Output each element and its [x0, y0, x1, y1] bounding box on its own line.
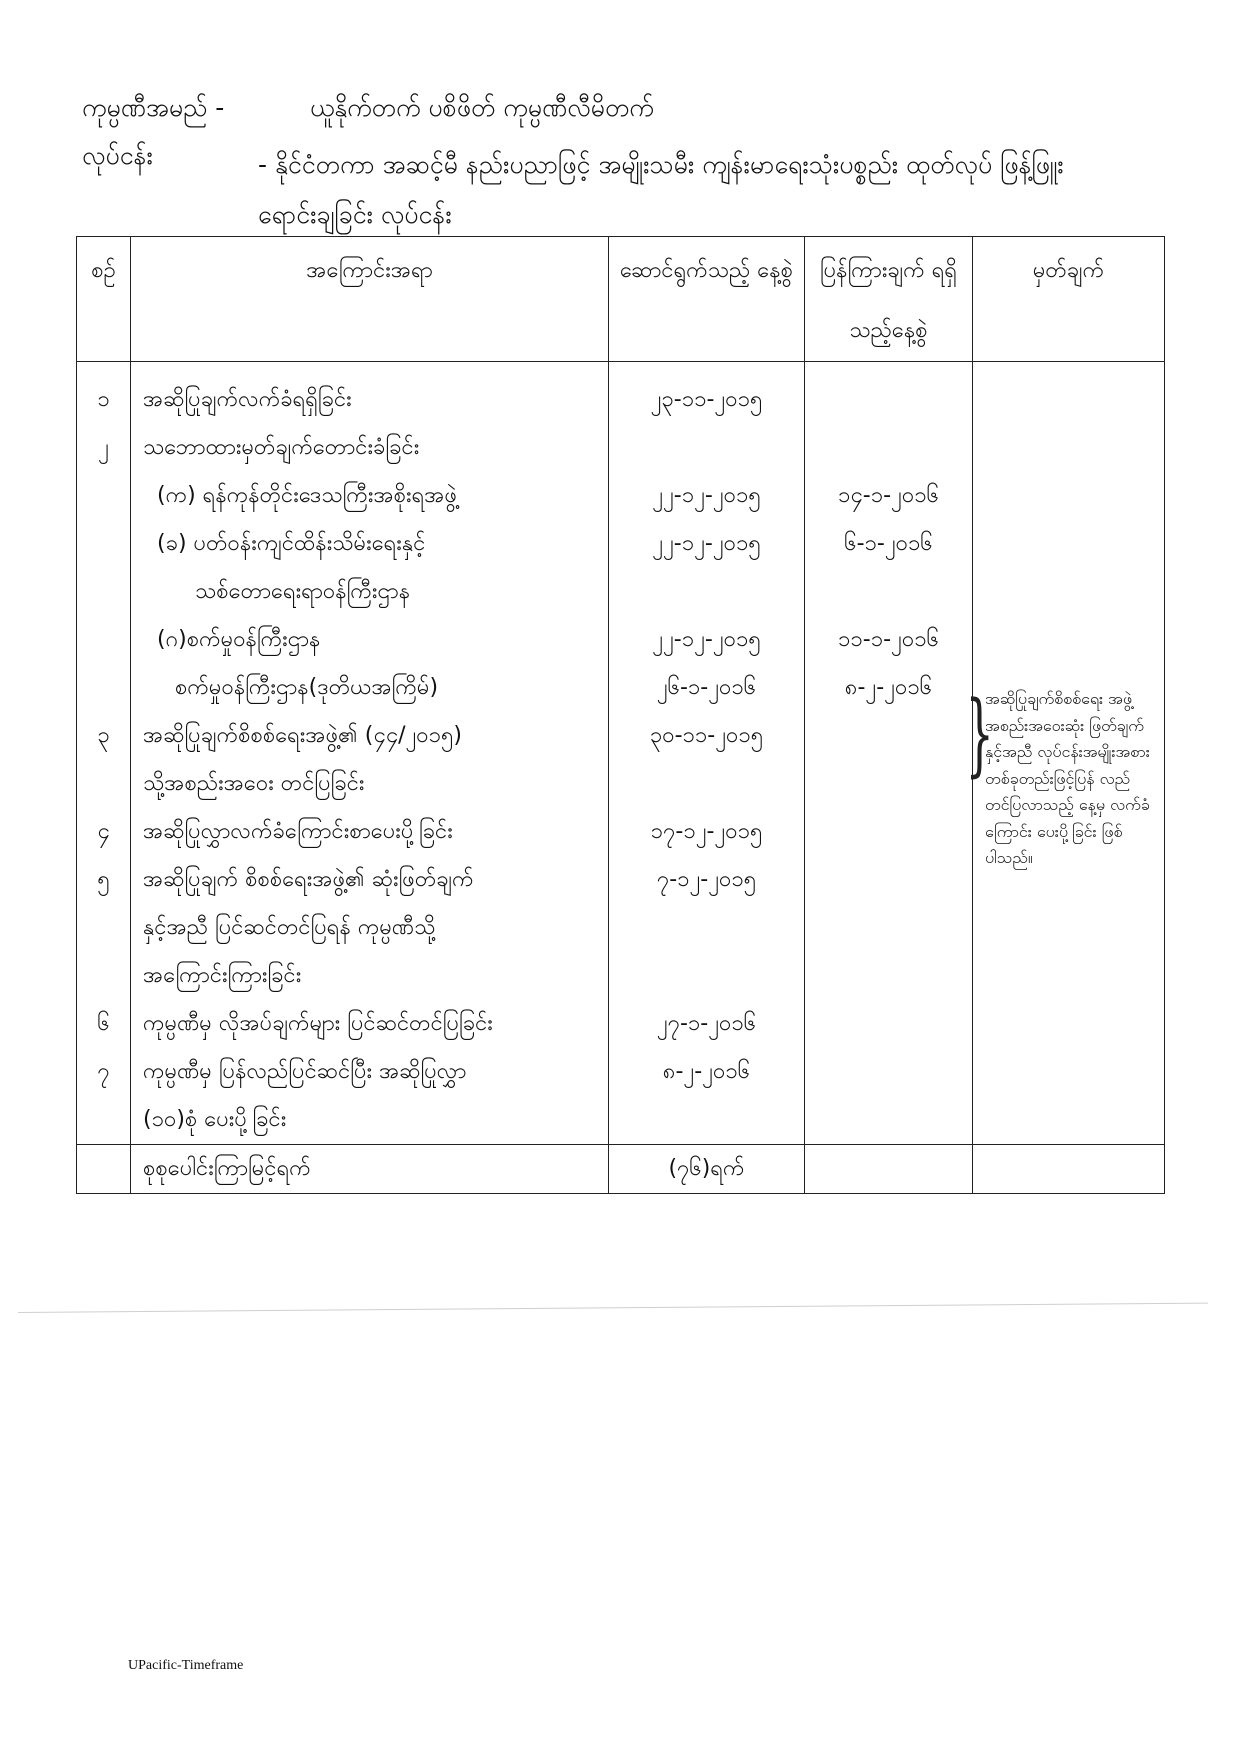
row-no: ၇	[77, 1048, 131, 1096]
row-no	[77, 952, 131, 1000]
row-returned	[805, 856, 973, 904]
row-submitted: ၁၇-၁၂-၂၀၁၅	[609, 808, 805, 856]
row-submitted: ၂၇-၁-၂၀၁၆	[609, 1000, 805, 1048]
row-topic: အဆိုပြုချက်စိစစ်ရေးအဖွဲ့၏ (၄၄/၂၀၁၅)	[131, 712, 609, 760]
row-returned	[805, 1096, 973, 1145]
row-returned	[805, 424, 973, 472]
total-row	[77, 1145, 1165, 1194]
row-no	[77, 568, 131, 616]
row-no: ၅	[77, 856, 131, 904]
row-topic: နှင့်အညီ ပြင်ဆင်တင်ပြရန် ကုမ္ပဏီသို့	[131, 904, 609, 952]
header-returned-date: ပြန်ကြားချက် ရရှိသည့်နေ့စွဲ	[805, 237, 973, 362]
row-topic: အဆိုပြုချက်လက်ခံရရှိခြင်း	[131, 362, 609, 425]
row-topic: သို့အစည်းအဝေး တင်ပြခြင်း	[131, 760, 609, 808]
row-returned: ၆-၁-၂၀၁၆	[805, 520, 973, 568]
table-row	[77, 362, 1165, 425]
row-returned	[805, 952, 973, 1000]
row-submitted	[609, 568, 805, 616]
footer-filename: UPacific-Timeframe	[128, 1658, 244, 1673]
row-topic: ကုမ္ပဏီမှ လိုအပ်ချက်များ ပြင်ဆင်တင်ပြခြင်း	[131, 1000, 609, 1048]
total-returned-cell	[805, 1145, 973, 1194]
timeframe-table	[76, 236, 1165, 1194]
row-returned	[805, 760, 973, 808]
row-no: ၂	[77, 424, 131, 472]
row-no: ၁	[77, 362, 131, 425]
remarks-cell	[965, 362, 1165, 1145]
row-submitted	[609, 952, 805, 1000]
row-topic: ကုမ္ပဏီမှ ပြန်လည်ပြင်ဆင်ပြီး အဆိုပြုလွှာ	[131, 1048, 609, 1096]
row-submitted: ၂၆-၁-၂၀၁၆	[609, 664, 805, 712]
row-submitted: ၃၀-၁၁-၂၀၁၅	[609, 712, 805, 760]
row-returned: ၁၄-၁-၂၀၁၆	[805, 472, 973, 520]
row-topic: (ခ) ပတ်ဝန်းကျင်ထိန်းသိမ်းရေးနှင့်	[157, 531, 426, 556]
brace-symbol: }	[965, 682, 994, 787]
row-returned	[805, 362, 973, 425]
total-no-cell	[77, 1145, 131, 1194]
row-submitted	[609, 1096, 805, 1145]
row-returned: ၁၁-၁-၂၀၁၆	[805, 616, 973, 664]
row-submitted: ၂၂-၁၂-၂၀၁၅	[609, 472, 805, 520]
row-no	[77, 1096, 131, 1145]
row-no: ၄	[77, 808, 131, 856]
row-topic: သစ်တောရေးရာဝန်ကြီးဌာန	[195, 579, 411, 604]
row-no	[77, 760, 131, 808]
row-returned	[805, 712, 973, 760]
row-submitted: ၇-၁၂-၂၀၁၅	[609, 856, 805, 904]
header-serial-no: စဉ်	[77, 237, 131, 362]
business-description: - နိုင်ငံတကာ အဆင့်မီ နည်းပညာဖြင့် အမျိုးသမီး ကျန်းမာရေးသုံးပစ္စည်း ထုတ်လုပ် ဖြန့်ဖြူးရောင်းချခြင်း လုပ်ငန်း	[258, 150, 1064, 229]
table-header-row	[77, 237, 1165, 362]
total-label: စုစုပေါင်းကြာမြင့်ရက်	[131, 1145, 609, 1194]
row-submitted	[609, 424, 805, 472]
row-topic: အကြောင်းကြားခြင်း	[131, 952, 609, 1000]
row-submitted: ၂၂-၁၂-၂၀၁၅	[609, 616, 805, 664]
row-topic: သဘောထားမှတ်ချက်တောင်းခံခြင်း	[131, 424, 609, 472]
row-topic: အဆိုပြုလွှာလက်ခံကြောင်းစာပေးပို့ခြင်း	[131, 808, 609, 856]
row-submitted: ၂၂-၁၂-၂၀၁၅	[609, 520, 805, 568]
row-no: ၃	[77, 712, 131, 760]
scan-fold-line	[18, 1303, 1208, 1313]
row-submitted: ၈-၂-၂၀၁၆	[609, 1048, 805, 1096]
row-submitted	[609, 904, 805, 952]
row-topic: စက်မှုဝန်ကြီးဌာန(ဒုတိယအကြိမ်)	[175, 675, 439, 700]
total-value: (၇၆)ရက်	[609, 1145, 805, 1194]
row-returned	[805, 1000, 973, 1048]
row-returned	[805, 808, 973, 856]
row-topic: (ဂ)စက်မှုဝန်ကြီးဌာန	[157, 627, 321, 652]
row-returned	[805, 1048, 973, 1096]
company-name: ယူနိုက်တက် ပစိဖိတ် ကုမ္ပဏီလီမိတက်	[310, 93, 654, 122]
row-topic: (က) ရန်ကုန်တိုင်းဒေသကြီးအစိုးရအဖွဲ့	[157, 483, 458, 508]
row-no	[77, 616, 131, 664]
company-name-label: ကုမ္ပဏီအမည် -	[82, 93, 225, 122]
header-topic: အကြောင်းအရာ	[131, 237, 609, 362]
business-label: လုပ်ငန်း	[82, 141, 153, 170]
row-no	[77, 472, 131, 520]
row-returned: ၈-၂-၂၀၁၆	[805, 664, 973, 712]
remarks-text: အဆိုပြုချက်စိစစ်ရေး အဖွဲ့အစည်းအဝေးဆုံး ဖြတ်ချက်နှင့်အညီ လုပ်ငန်းအမျိုးအစား တစ်ခုတည်းဖြင့်ပြန် လည်တင်ပြလာသည့် နေ့မှ လက်ခံကြောင်း ပေးပို့ခြင်း ဖြစ်ပါသည်။	[985, 689, 1150, 867]
row-no	[77, 664, 131, 712]
row-topic: အဆိုပြုချက် စိစစ်ရေးအဖွဲ့၏ ဆုံးဖြတ်ချက်	[131, 856, 609, 904]
row-topic: (၁၀)စုံ ပေးပို့ခြင်း	[131, 1096, 609, 1145]
row-no: ၆	[77, 1000, 131, 1048]
row-returned	[805, 904, 973, 952]
row-submitted: ၂၃-၁၁-၂၀၁၅	[609, 362, 805, 425]
header-submitted-date: ဆောင်ရွက်သည့် နေ့စွဲ	[609, 237, 805, 362]
total-remarks-cell	[973, 1145, 1165, 1194]
row-no	[77, 520, 131, 568]
row-submitted	[609, 760, 805, 808]
row-returned	[805, 568, 973, 616]
header-remarks: မှတ်ချက်	[973, 237, 1165, 362]
row-no	[77, 904, 131, 952]
